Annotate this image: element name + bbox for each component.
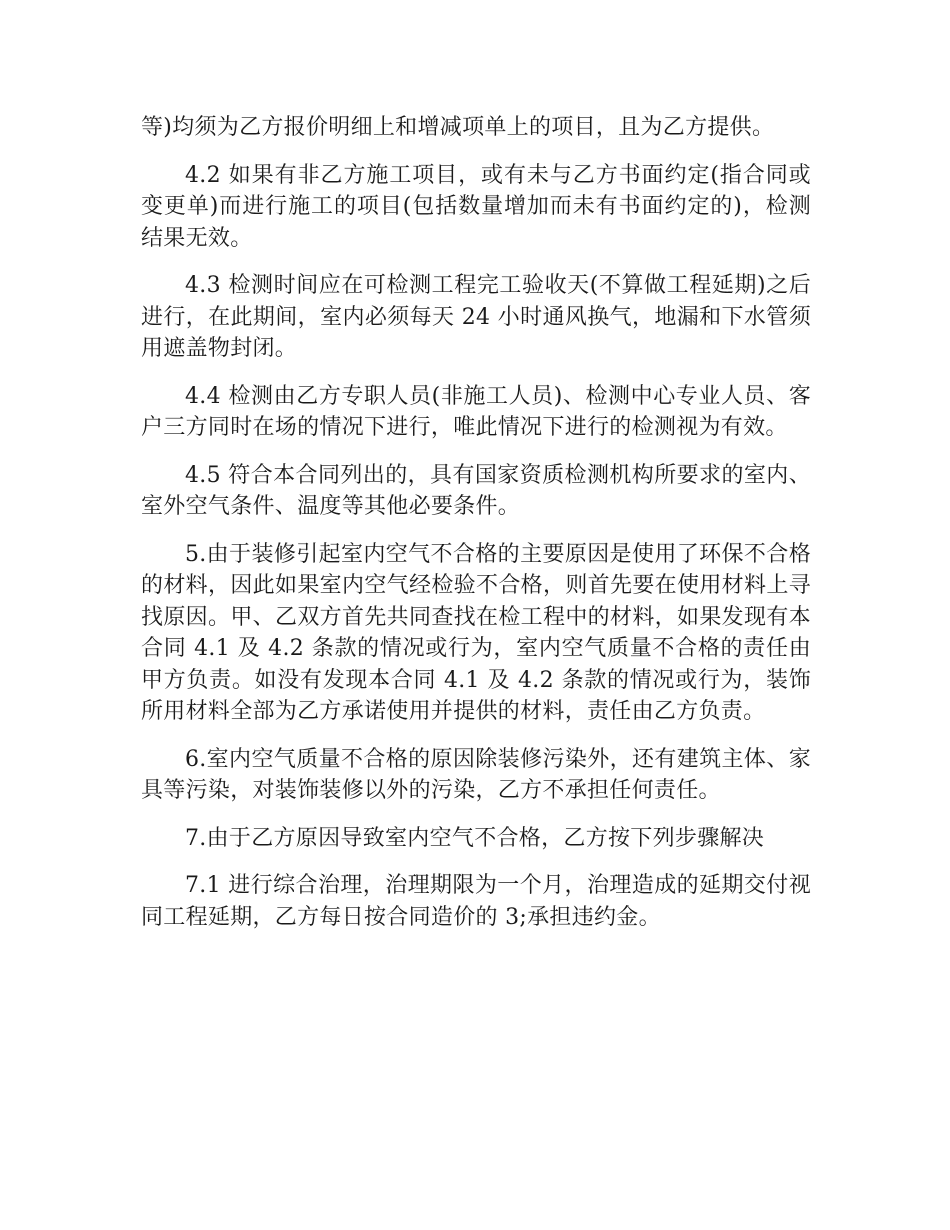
paragraph-clause-7-1: 7.1 进行综合治理，治理期限为一个月，治理造成的延期交付视同工程延期，乙方每日按合同造价的 3;承担违约金。 xyxy=(141,873,811,930)
paragraph-clause-4-2: 4.2 如果有非乙方施工项目，或有未与乙方书面约定(指合同或变更单)而进行施工的项目(包括数量增加而未有书面约定的)，检测结果无效。 xyxy=(141,162,811,251)
paragraph-clause-7: 7.由于乙方原因导致室内空气不合格，乙方按下列步骤解决 xyxy=(185,825,765,851)
paragraph-clause-4-5: 4.5 符合本合同列出的，具有国家资质检测机构所要求的室内、室外空气条件、温度等其他必要条件。 xyxy=(141,462,811,519)
paragraph-clause-4-3: 4.3 检测时间应在可检测工程完工验收天(不算做工程延期)之后进行，在此期间，室内必须每天 24 小时通风换气，地漏和下水管须用遮盖物封闭。 xyxy=(141,273,811,361)
paragraph-clause-6: 6.室内空气质量不合格的原因除装修污染外，还有建筑主体、家具等污染，对装饰装修以外的污染，乙方不承担任何责任。 xyxy=(141,746,811,803)
paragraph-clause-5: 5.由于装修引起室内空气不合格的主要原因是使用了环保不合格的材料，因此如果室内空气经检验不合格，则首先要在使用材料上寻找原因。甲、乙双方首先共同查找在检工程中的材料，如果发现有本合同 4.1 及 4.2 条款的情况或行为，室内空气质量不合格的责任由甲方负责。如没有发现本合同 4.1 及 4.2 条款的情况或行为，装饰所用材料全部为乙方承诺使用并提供的材料，责任由乙方负责。 xyxy=(141,541,811,724)
paragraph-continuation: 等)均须为乙方报价明细上和增减项单上的项目，且为乙方提供。 xyxy=(141,115,775,140)
paragraph-clause-4-4: 4.4 检测由乙方专职人员(非施工人员)、检测中心专业人员、客户三方同时在场的情况下进行，唯此情况下进行的检测视为有效。 xyxy=(141,383,811,440)
document-body xyxy=(141,112,811,949)
